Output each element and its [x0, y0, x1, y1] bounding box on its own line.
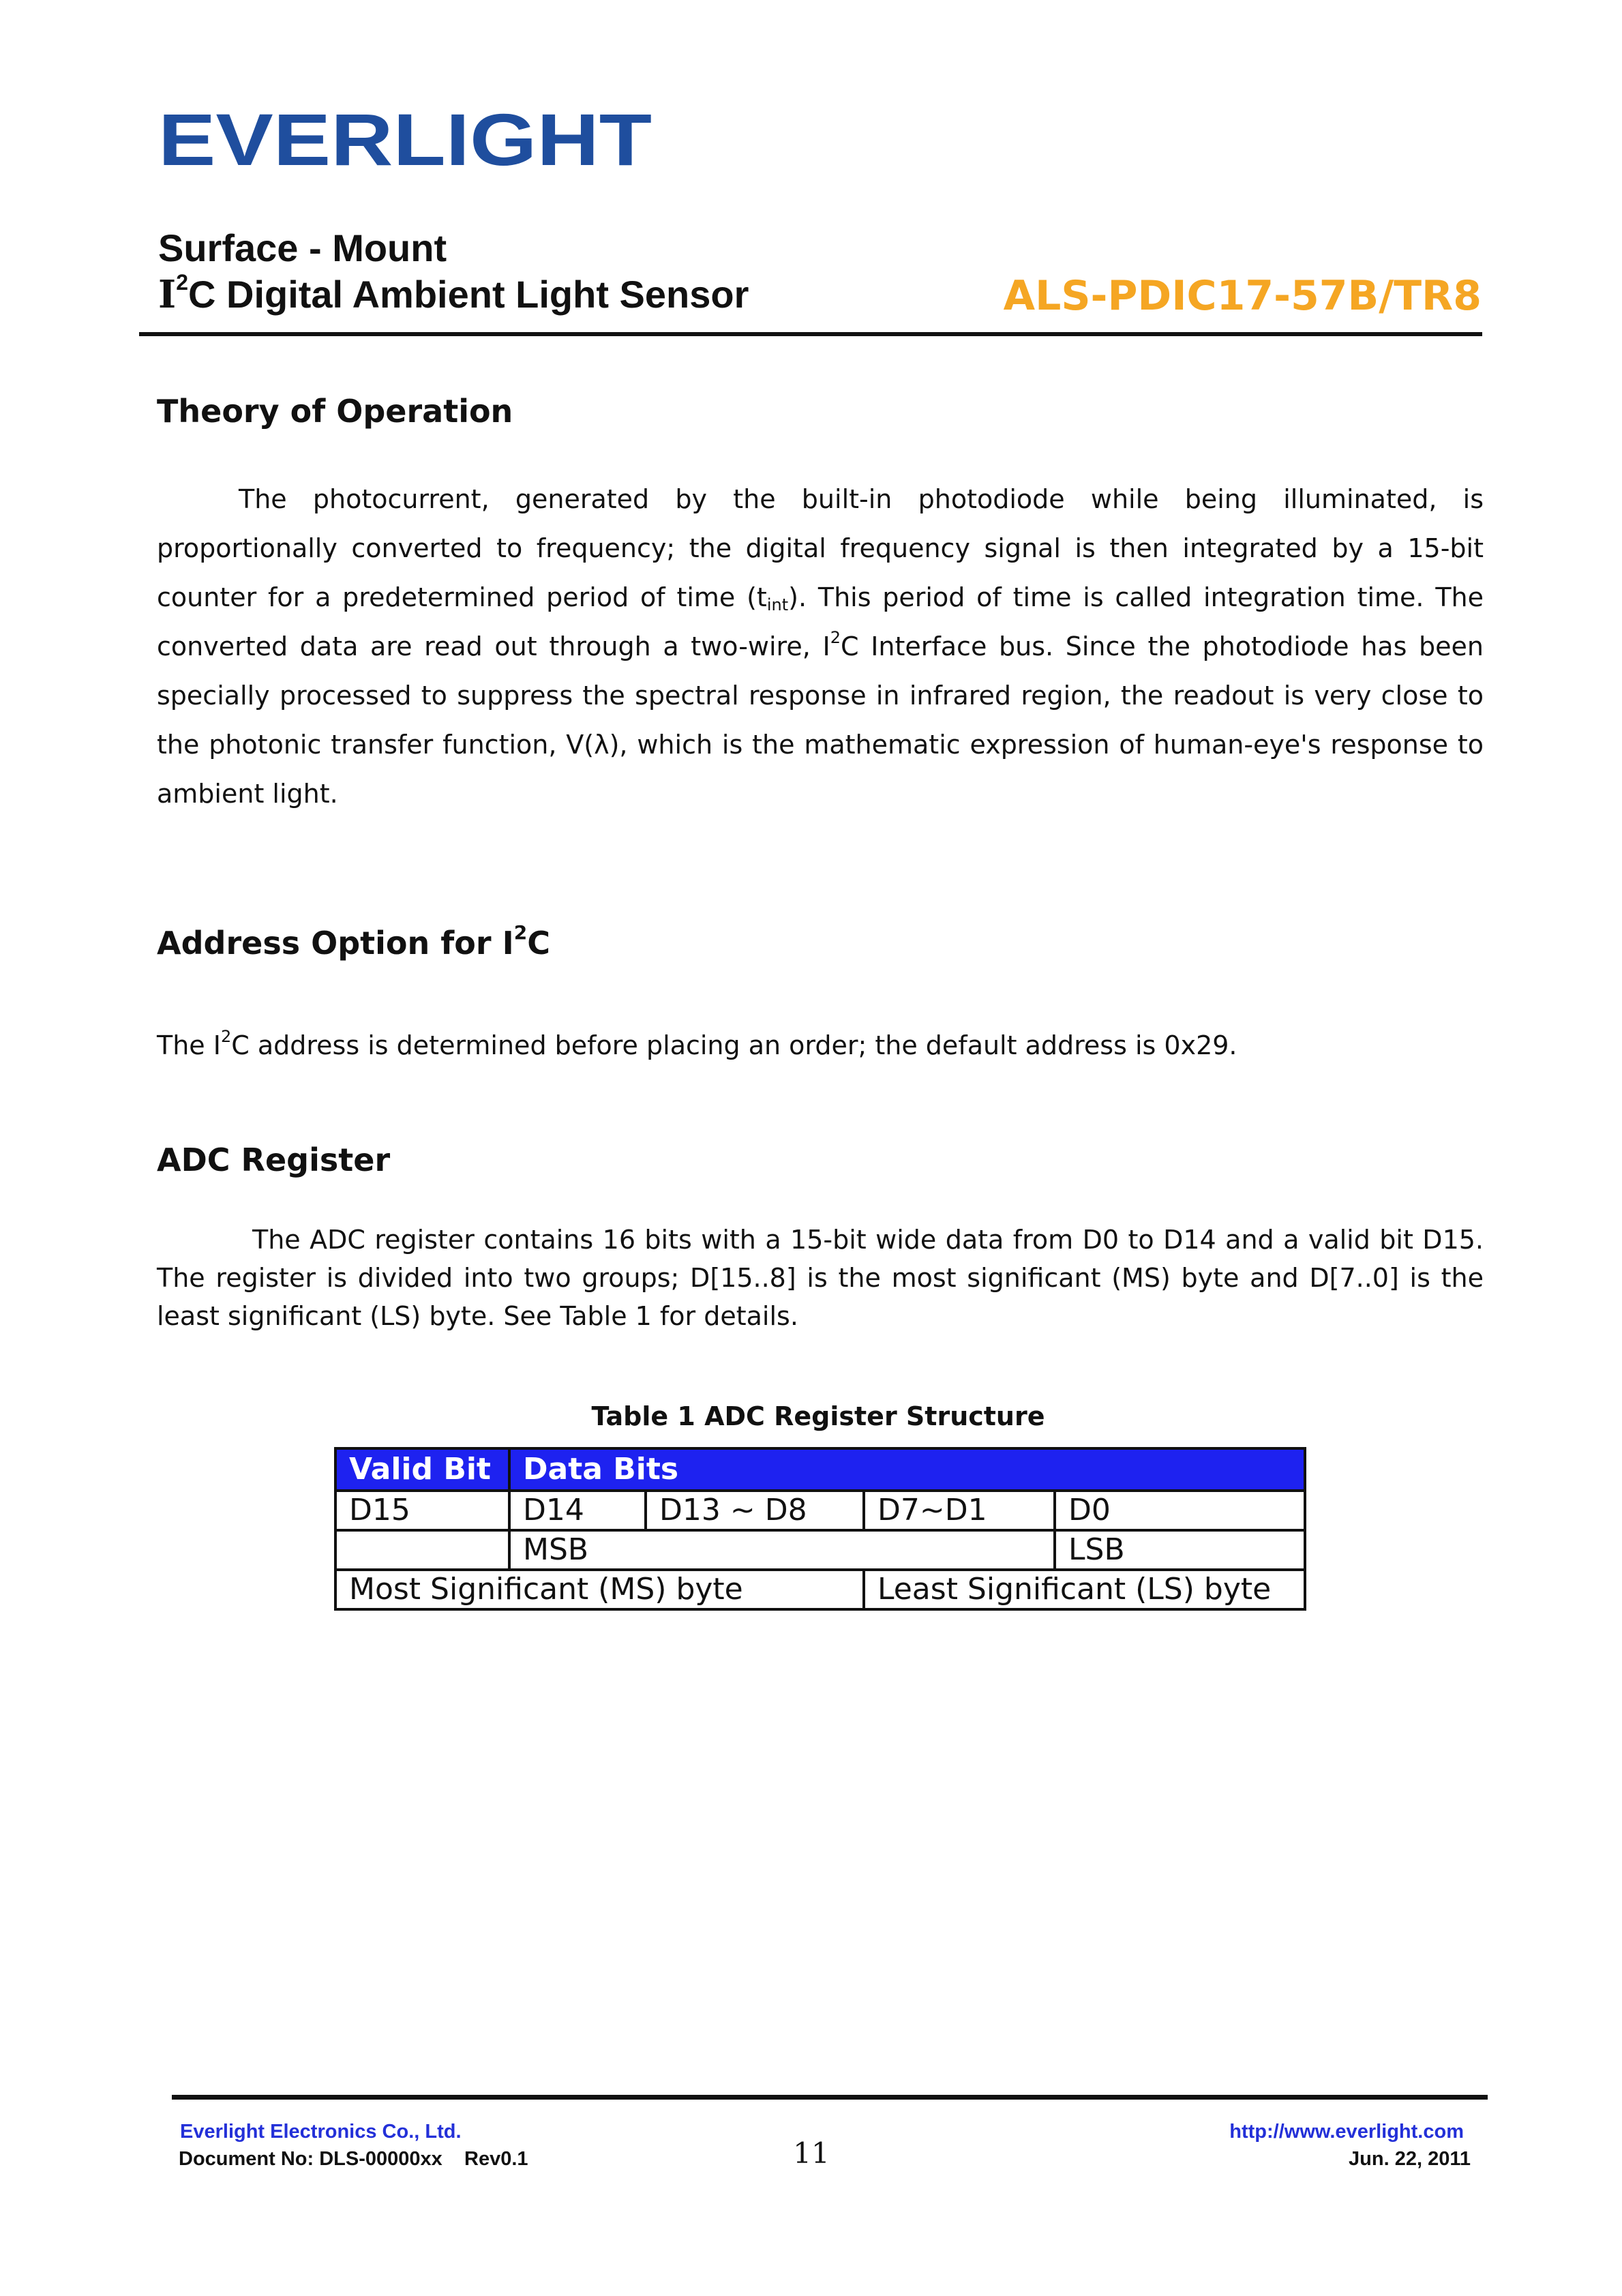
address-heading-end: C — [527, 925, 550, 961]
cell-msb: MSB — [509, 1530, 1055, 1570]
adc-paragraph: The ADC register contains 16 bits with a 15-bit wide data from D0 to D14 and a valid bit D15. The register is divided into two groups; D[15..8] is the most significant (MS) byte and D[7..0] is the least significant (LS) byte. See Table 1 for details. — [157, 1225, 1484, 1331]
theory-paragraph — [157, 475, 1484, 818]
cell-d7-d1: D7~D1 — [864, 1491, 1055, 1530]
address-text-1: The I — [157, 1030, 221, 1060]
adc-register-table — [334, 1447, 1306, 1611]
address-paragraph — [157, 1021, 1484, 1070]
product-category: Surface - Mount — [158, 226, 447, 269]
header-divider — [139, 332, 1482, 336]
cell-empty — [335, 1530, 509, 1570]
cell-ms-byte: Most Significant (MS) byte — [335, 1570, 864, 1609]
footer-company: Everlight Electronics Co., Ltd. — [180, 2121, 462, 2143]
adc-heading: ADC Register — [157, 1142, 391, 1178]
theory-text-1: The photocurrent, generated by the built-in photodiode while being illuminated, is proportionally converted to frequency; the digital frequency signal is then integrated by a 15-bit counter for a predetermined period of time (t — [157, 484, 1484, 612]
table-header-row — [335, 1448, 1305, 1491]
table-caption: Table 1 ADC Register Structure — [591, 1401, 1045, 1431]
address-text-2: C address is determined before placing an order; the default address is 0x29. — [231, 1030, 1237, 1060]
table-row — [335, 1491, 1305, 1530]
footer-document-no: Document No: DLS-00000xx Rev0.1 — [179, 2148, 528, 2170]
header-data-bits: Data Bits — [509, 1448, 1305, 1491]
theory-heading: Theory of Operation — [157, 393, 513, 430]
footer-divider — [172, 2095, 1488, 2100]
product-title-i: I — [158, 272, 177, 317]
address-heading-sup: 2 — [513, 921, 528, 944]
page-number: 11 — [793, 2136, 830, 2170]
product-title-sup: 2 — [176, 270, 188, 295]
footer-url[interactable]: http://www.everlight.com — [1229, 2121, 1464, 2143]
table-row — [335, 1530, 1305, 1570]
product-title-rest: C Digital Ambient Light Sensor — [188, 273, 749, 316]
product-title — [158, 270, 749, 317]
everlight-logo — [158, 108, 652, 173]
logo-text: EVERLIGHT — [158, 108, 652, 173]
theory-sub: int — [766, 595, 789, 614]
theory-text-2: ). This period of time is called integration time. The converted data are read out through a two-wire, I — [157, 582, 1484, 661]
address-sup: 2 — [220, 1027, 232, 1046]
cell-ls-byte: Least Significant (LS) byte — [864, 1570, 1305, 1609]
part-number: ALS-PDIC17-57B/TR8 — [1003, 272, 1482, 320]
footer-date: Jun. 22, 2011 — [1349, 2148, 1471, 2170]
cell-d15: D15 — [335, 1491, 509, 1530]
address-heading-text: Address Option for I — [157, 925, 514, 961]
header-valid-bit: Valid Bit — [335, 1448, 509, 1491]
theory-sup: 2 — [830, 628, 841, 647]
cell-d13-d8: D13 ~ D8 — [646, 1491, 864, 1530]
cell-d0: D0 — [1055, 1491, 1305, 1530]
theory-text-3: C Interface bus. Since the photodiode has been specially processed to suppress the spectral response in infrared region, the readout is very close to the photonic transfer function, V(λ), which is the mathematic expression of human-eye's response to ambient light. — [157, 631, 1484, 809]
address-heading — [157, 921, 550, 961]
cell-lsb: LSB — [1055, 1530, 1305, 1570]
table-row — [335, 1570, 1305, 1609]
cell-d14: D14 — [509, 1491, 646, 1530]
